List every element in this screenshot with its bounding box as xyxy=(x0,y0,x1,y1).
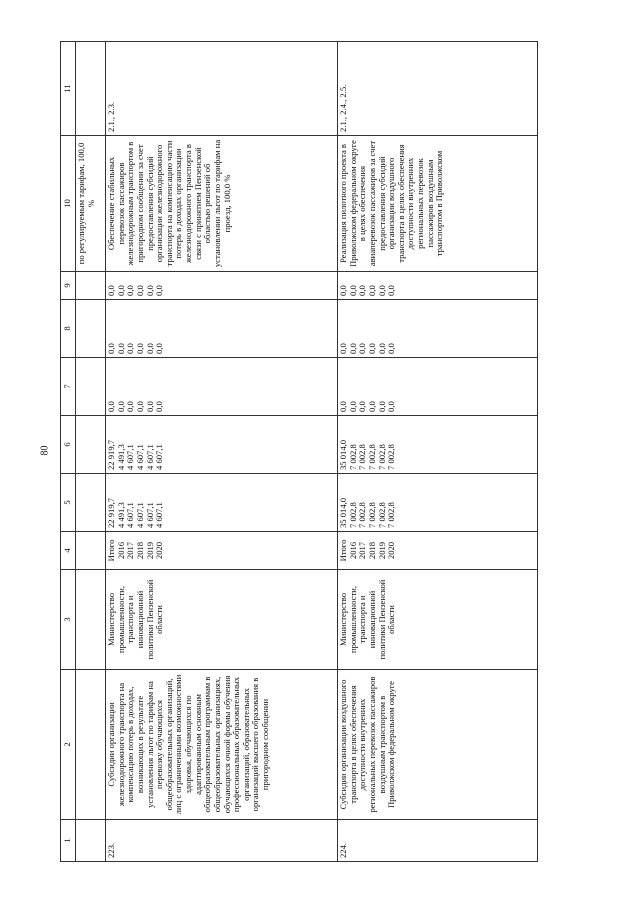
value-cell: 0,0 xyxy=(338,401,348,412)
col-number: 10 xyxy=(61,136,76,272)
col-number: 1 xyxy=(61,820,76,862)
continued-result-text: по регулируемым тарифам, 100,0 % xyxy=(76,136,106,272)
col-number: 11 xyxy=(61,42,76,136)
year-cell: 2019 xyxy=(144,541,155,560)
table-row xyxy=(338,42,538,862)
year-cell: 2017 xyxy=(125,541,136,560)
value-cell: 4 607,1 xyxy=(154,502,165,528)
year-cell: 2016 xyxy=(347,541,358,560)
value-cell: 0,0 xyxy=(115,401,126,412)
value-cell: 7 002,8 xyxy=(357,444,368,470)
value-cell: 0,0 xyxy=(347,285,358,296)
value-cell: 35 014,0 xyxy=(338,497,348,528)
value-cell: 0,0 xyxy=(106,285,116,296)
value-cell: 4 491,3 xyxy=(115,444,126,470)
value-cell: 4 607,1 xyxy=(144,502,155,528)
value-cell: 0,0 xyxy=(338,285,348,296)
value-cell: 0,0 xyxy=(106,343,116,354)
value-cell: 35 014,0 xyxy=(338,439,348,470)
col-number: 8 xyxy=(61,300,76,358)
indicator-refs: 2.1., 2.3. xyxy=(106,42,338,136)
value-cell: 0,0 xyxy=(134,343,145,354)
value-cell: 0,0 xyxy=(347,343,358,354)
value-cell: 4 491,3 xyxy=(115,502,126,528)
col-number: 7 xyxy=(61,358,76,416)
year-cell: Итого xyxy=(106,539,116,562)
year-cell: 2019 xyxy=(376,541,387,560)
executor: Министерство промышленности, транспорта и инновационной политики Пензенской области xyxy=(106,570,338,670)
value-cell: 7 002,8 xyxy=(347,502,358,528)
page-number: 80 xyxy=(39,445,51,456)
row-number: 224. xyxy=(338,820,538,862)
year-cell: 2020 xyxy=(386,541,397,560)
value-cell: 7 002,8 xyxy=(366,502,377,528)
value-cell: 0,0 xyxy=(115,343,126,354)
value-cell: 0,0 xyxy=(386,401,397,412)
value-cell: 0,0 xyxy=(366,401,377,412)
value-cell: 0,0 xyxy=(357,401,368,412)
value-cell: 0,0 xyxy=(376,401,387,412)
rotated-table-wrapper xyxy=(60,42,580,862)
measures-table xyxy=(60,41,538,862)
table-row xyxy=(106,42,338,862)
value-cell: 7 002,8 xyxy=(386,444,397,470)
value-cell: 0,0 xyxy=(144,401,155,412)
value-cell: 22 919,7 xyxy=(106,497,116,528)
value-cell: 0,0 xyxy=(106,401,116,412)
col-number: 3 xyxy=(61,570,76,670)
value-cell: 0,0 xyxy=(357,285,368,296)
value-cell: 0,0 xyxy=(144,285,155,296)
year-cell: 2018 xyxy=(134,541,145,560)
value-cell: 0,0 xyxy=(125,343,136,354)
value-cell: 7 002,8 xyxy=(366,444,377,470)
value-cell: 0,0 xyxy=(338,343,348,354)
value-cell: 4 607,1 xyxy=(125,502,136,528)
value-cell: 0,0 xyxy=(154,285,165,296)
year-cell: 2017 xyxy=(357,541,368,560)
value-cell: 22 919,7 xyxy=(106,439,116,470)
value-cell: 0,0 xyxy=(386,343,397,354)
expected-result: Обеспечение стабильных перевозок пассажиров железнодорожным транспортом в пригородном сообщении за счет предоставления субсидий организации железнодорожного транспорта на компенсацию части потерь в доходах организации железнодорожного транспорта в связи с принятием Пензенской областью решений об установлении льгот по тарифам на проезд, 100,0 % xyxy=(106,136,338,272)
col-number: 9 xyxy=(61,272,76,300)
value-cell: 0,0 xyxy=(357,343,368,354)
value-cell: 0,0 xyxy=(386,285,397,296)
value-cell: 0,0 xyxy=(154,343,165,354)
executor: Министерство промышленности, транспорта и инновационной политики Пензенской области xyxy=(338,570,538,670)
row-number: 223. xyxy=(106,820,338,862)
value-cell: 4 607,1 xyxy=(125,444,136,470)
year-cell: 2020 xyxy=(154,541,165,560)
expected-result: Реализация пилотного проекта в Приволжском федеральном округе в целях обеспечения авиаперевозок пассажиров за счет предоставления субсидий организации воздушного транспорта в целях обеспечения доступности внутренних региональных перевозок пассажиров воздушным транспортом в Приволжском xyxy=(338,136,538,272)
value-cell: 0,0 xyxy=(134,401,145,412)
value-cell: 7 002,8 xyxy=(376,502,387,528)
col-number: 5 xyxy=(61,474,76,532)
value-cell: 0,0 xyxy=(366,343,377,354)
year-cell: 2018 xyxy=(366,541,377,560)
value-cell: 0,0 xyxy=(134,285,145,296)
value-cell: 7 002,8 xyxy=(376,444,387,470)
value-cell: 7 002,8 xyxy=(347,444,358,470)
col-number: 2 xyxy=(61,670,76,820)
value-cell: 0,0 xyxy=(125,401,136,412)
value-cell: 0,0 xyxy=(115,285,126,296)
year-cell: Итого xyxy=(338,539,348,562)
value-cell: 7 002,8 xyxy=(386,502,397,528)
value-cell: 0,0 xyxy=(376,343,387,354)
column-number-row xyxy=(61,42,76,862)
indicator-refs: 2.1., 2.4., 2.5. xyxy=(338,42,538,136)
value-cell: 0,0 xyxy=(125,285,136,296)
value-cell: 0,0 xyxy=(366,285,377,296)
value-cell: 4 607,1 xyxy=(134,502,145,528)
continuation-row xyxy=(76,42,106,862)
value-cell: 4 607,1 xyxy=(154,444,165,470)
value-cell: 0,0 xyxy=(347,401,358,412)
value-cell: 4 607,1 xyxy=(144,444,155,470)
year-cell: 2016 xyxy=(115,541,126,560)
measure-name: Субсидии организации воздушного транспорта в целях обеспечения доступности внутренних региональных перевозок пассажиров воздушным транспортом в Приволжском федеральном округе xyxy=(338,670,538,820)
measure-name: Субсидии организации железнодорожного транспорта на компенсацию потерь в доходах, возникающих в результате установления льгот по тарифам на перевозку обучающихся общеобразовательных организаций, лиц с ограниченными возможностями здоровья, обучающихся по адаптированным основным общеобразовательным программам в общеобразовательных организациях, обучающихся очной формы обучения профессиональных образовательных организаций, образовательных организаций высшего образования в пригородном сообщении xyxy=(106,670,338,820)
value-cell: 0,0 xyxy=(144,343,155,354)
value-cell: 7 002,8 xyxy=(357,502,368,528)
value-cell: 0,0 xyxy=(154,401,165,412)
value-cell: 4 607,1 xyxy=(134,444,145,470)
value-cell: 0,0 xyxy=(376,285,387,296)
col-number: 6 xyxy=(61,416,76,474)
col-number: 4 xyxy=(61,532,76,570)
